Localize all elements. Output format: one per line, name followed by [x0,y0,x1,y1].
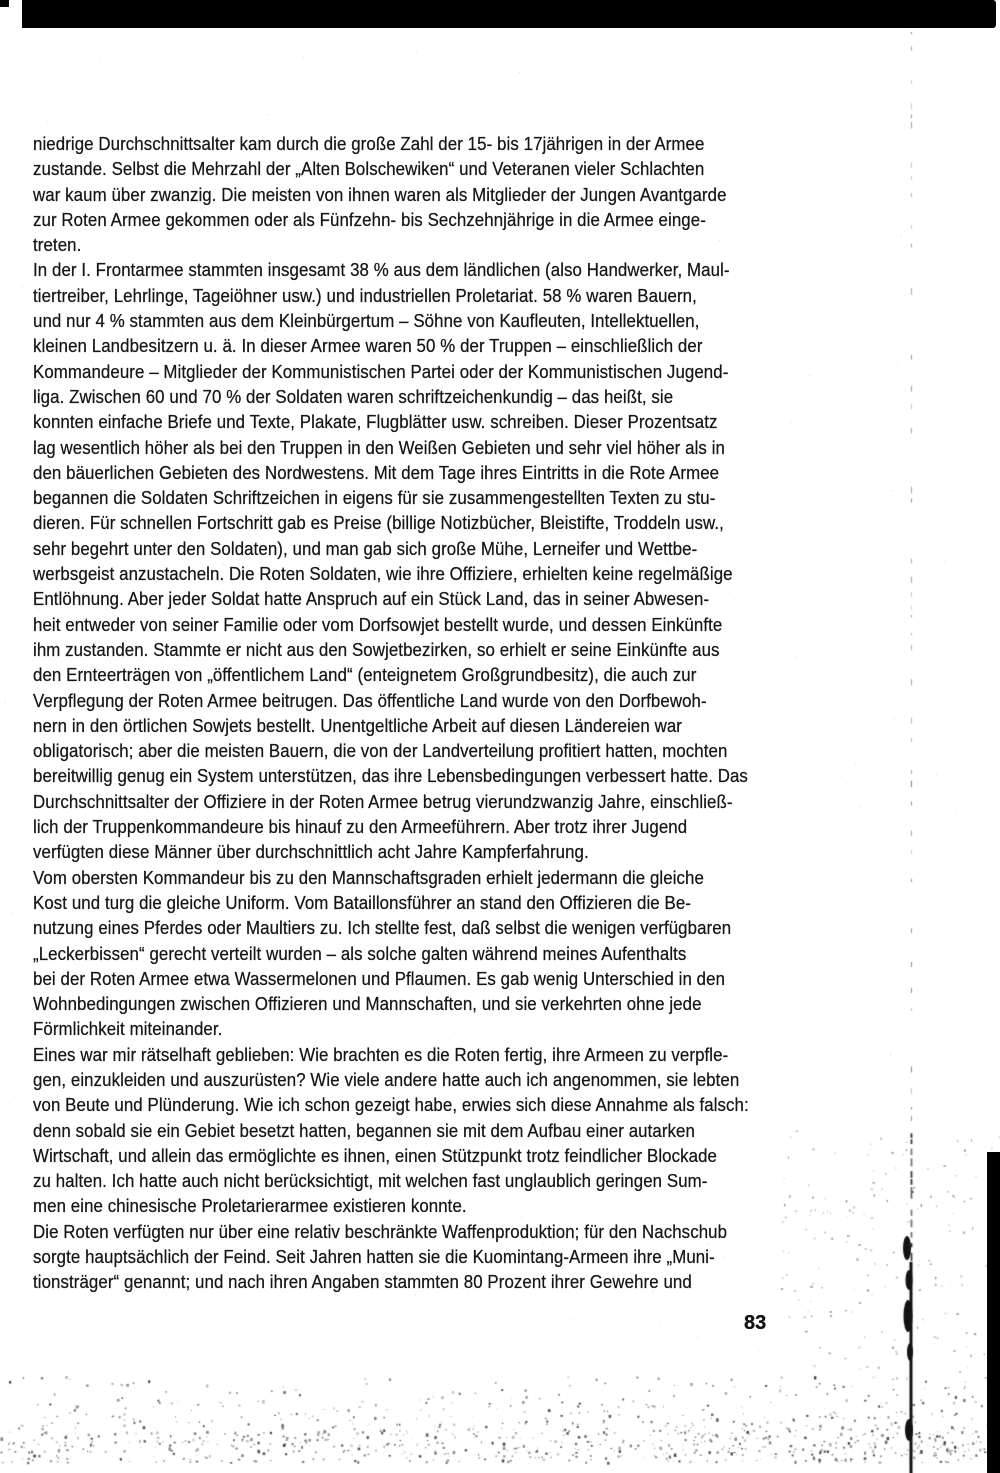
text-line: Wohnbedingungen zwischen Offizieren und Mannschaften, und sie verkehrten ohne jede [33,993,702,1015]
text-line: dieren. Für schnellen Fortschritt gab es Preise (billige Notizbücher, Bleistifte, Troddeln usw., [33,512,724,534]
text-line: ihm zustanden. Stammte er nicht aus den Sowjetbezirken, so erhielt er seine Einkünfte aus [33,638,720,660]
text-line: Kost und turg die gleiche Uniform. Vom Bataillonsführer an stand den Offizieren die Be- [33,891,692,913]
text-line: In der I. Frontarmee stammten insgesamt 38 % aus dem ländlichen (also Handwerker, Maul- [33,259,730,281]
body-text [33,131,749,1295]
text-line: Eines war mir rätselhaft geblieben: Wie brachten es die Roten fertig, ihre Armeen zu verpfle- [33,1043,729,1065]
page-number: 83 [744,1312,767,1334]
text-line: tiertreiber, Lehrlinge, Tageiöhner usw.) und industriellen Proletariat. 58 % waren Bauern, [33,284,697,306]
text-line: werbsgeist anzustacheln. Die Roten Soldaten, wie ihre Offiziere, erhielten keine regelmäßige [33,563,733,585]
text-line: Wirtschaft, und allein das ermöglichte es ihnen, einen Stützpunkt trotz feindlicher Blockade [33,1144,718,1166]
text-line: lich der Truppenkommandeure bis hinauf zu den Armeeführern. Aber trotz ihrer Jugend [33,816,688,838]
text-line: bereitwillig genug ein System unterstützen, das ihre Lebensbedingungen verbessert hatte. Das [33,765,748,787]
text-line: Durchschnittsalter der Offiziere in der Roten Armee betrug vierundzwanzig Jahre, einschließ- [33,790,733,812]
text-line: treten. [33,234,82,256]
text-line: zu halten. Ich hatte auch nicht berücksichtigt, mit welchen fast unglaublich geringen Sum- [33,1170,708,1192]
text-line: heit entweder von seiner Familie oder vom Dorfsowjet bestellt wurde, und dessen Einkünfte [33,613,723,635]
text-line: konnten einfache Briefe und Texte, Plakate, Flugblätter usw. schreiben. Dieser Prozentsatz [33,411,718,433]
text-line: Kommandeure – Mitglieder der Kommunistischen Partei oder der Kommunistischen Jugend- [33,360,729,382]
text-line: verfügten diese Männer über durchschnittlich acht Jahre Kampferfahrung. [33,841,589,863]
text-line: denn sobald sie ein Gebiet besetzt hatten, begannen sie mit dem Aufbau einer autarken [33,1119,695,1141]
text-line: bei der Roten Armee etwa Wassermelonen und Pflaumen. Es gab wenig Unterschied in den [33,967,726,989]
text-line: sehr begehrt unter den Soldaten), und man gab sich große Mühe, Lerneifer und Wettbe- [33,537,698,559]
text-line: war kaum über zwanzig. Die meisten von ihnen waren als Mitglieder der Jungen Avantgarde [33,183,727,205]
text-line: nutzung eines Pferdes oder Maultiers zu. Ich stellte fest, daß selbst die wenigen verfügbaren [33,917,732,939]
text-line: Entlöhnung. Aber jeder Soldat hatte Anspruch auf ein Stück Land, das in seiner Abwesen- [33,588,710,610]
text-line: den Ernteerträgen von „öffentlichem Land“ (enteignetem Großgrundbesitz), die auch zur [33,664,697,686]
text-line: und nur 4 % stammten aus dem Kleinbürgertum – Söhne von Kaufleuten, Intellektuellen, [33,310,700,332]
text-line: nern in den örtlichen Sowjets bestellt. Unentgeltliche Arbeit auf diesen Ländereien war [33,714,682,736]
text-line: lag wesentlich höher als bei den Truppen in den Weißen Gebieten und sehr viel höher als in [33,436,725,458]
scan-edge-artifact-top [22,0,996,28]
text-line: zustande. Selbst die Mehrzahl der „Alten Bolschewiken“ und Veteranen vieler Schlachten [33,158,705,180]
text-line: Verpflegung der Roten Armee beitrugen. Das öffentliche Land wurde von den Dorfbewoh- [33,689,707,711]
scan-edge-artifact-right [987,1152,1000,1473]
text-line: men eine chinesische Proletarierarmee existieren konnte. [33,1195,467,1217]
text-line: niedrige Durchschnittsalter kam durch die große Zahl der 15- bis 17jährigen in der Armee [33,133,705,154]
text-line: sorgte hauptsächlich der Feind. Seit Jahren hatten sie die Kuomintang-Armeen ihre „Muni- [33,1246,715,1268]
text-line: begannen die Soldaten Schriftzeichen in eigens für sie zusammengestellten Texten zu stu- [33,487,716,509]
text-line: den bäuerlichen Gebieten des Nordwestens. Mit dem Tage ihres Eintritts in die Rote Armee [33,461,720,483]
text-line: gen, einzukleiden und auszurüsten? Wie viele andere hatte auch ich angenommen, sie lebten [33,1068,740,1090]
scan-corner-mark [0,0,9,7]
text-line: liga. Zwischen 60 und 70 % der Soldaten waren schriftzeichenkundig – das heißt, sie [33,385,674,407]
text-line: obligatorisch; aber die meisten Bauern, die von der Landverteilung profitiert hatten, mochten [33,740,728,762]
text-line: von Beute und Plünderung. Wie ich schon gezeigt habe, erwies sich diese Annahme als falsch: [33,1094,749,1116]
text-line: „Leckerbissen“ gerecht verteilt wurden – als solche galten während meines Aufenthalts [33,942,687,964]
text-line: kleinen Landbesitzern u. ä. In dieser Armee waren 50 % der Truppen – einschließlich der [33,335,703,357]
text-line: Vom obersten Kommandeur bis zu den Mannschaftsgraden erhielt jedermann die gleiche [33,866,704,888]
text-line: Förmlichkeit miteinander. [33,1018,223,1040]
text-line: zur Roten Armee gekommen oder als Fünfzehn- bis Sechzehnjährige in die Armee einge- [33,208,706,230]
text-line: tionsträger“ genannt; und nach ihren Angaben stammten 80 Prozent ihrer Gewehre und [33,1271,692,1293]
text-line: Die Roten verfügten nur über eine relativ beschränkte Waffenproduktion; für den Nachschub [33,1220,728,1242]
